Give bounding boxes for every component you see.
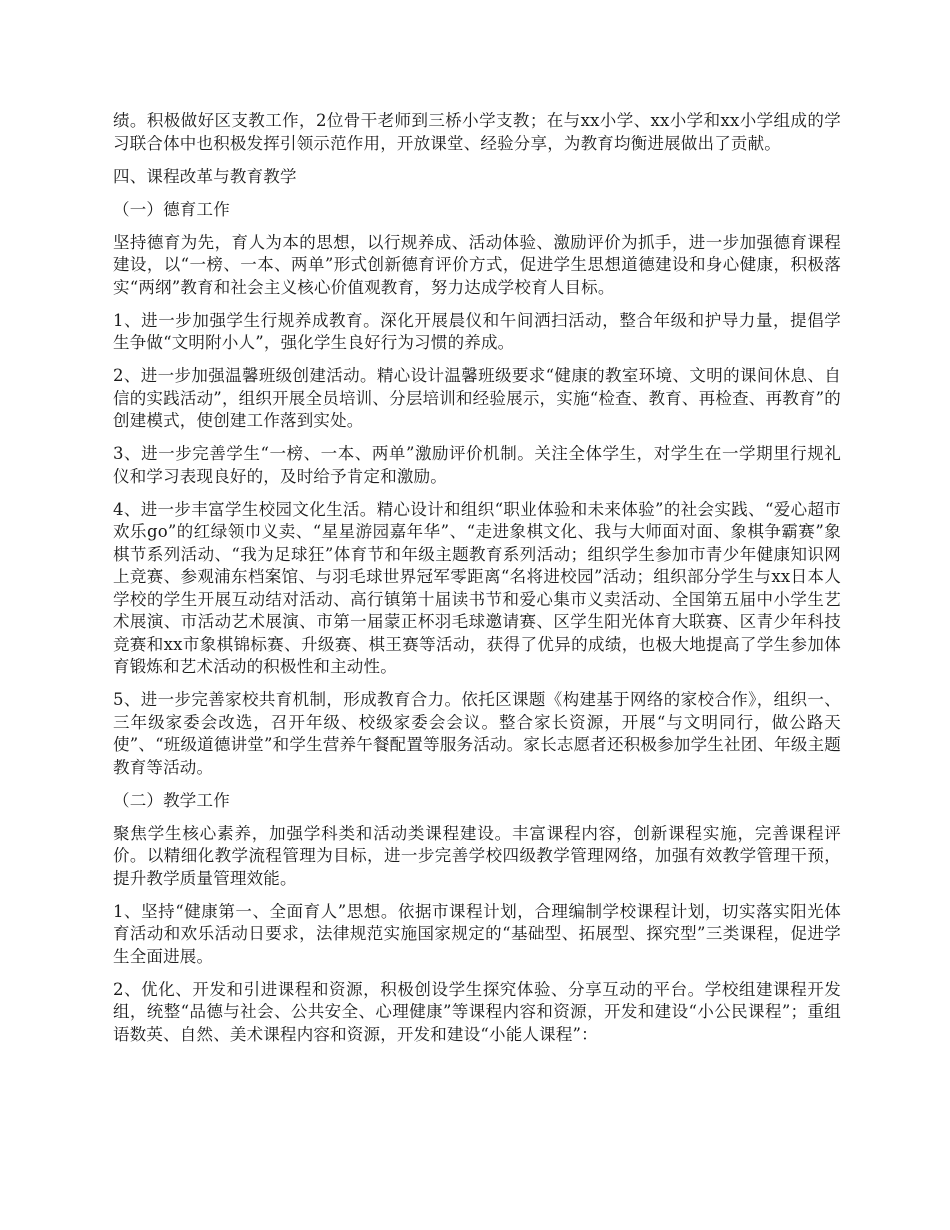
paragraph-item-3: 3、进一步完善学生“一榜、一本、两单”激励评价机制。关注全体学生，对学生在一学期里行规礼仪和学习表现良好的，及时给予肯定和激励。 [113, 444, 841, 486]
paragraph-teaching-intro: 聚焦学生核心素养，加强学科类和活动类课程建设。丰富课程内容，创新课程实施，完善课程评价。以精细化教学流程管理为目标，进一步完善学校四级教学管理网络，加强有效教学管理干预，提升教学质量管理效能。 [113, 823, 841, 888]
section-heading-curriculum: 四、课程改革与教育教学 [113, 166, 297, 186]
subsection-heading-moral: （一）德育工作 [113, 199, 230, 219]
paragraph-moral-intro: 坚持德育为先，育人为本的思想，以行规养成、活动体验、激励评价为抓手，进一步加强德育课程建设，以“一榜、一本、两单”形式创新德育评价方式，促进学生思想道德建设和身心健康，积极落实“两纲”教育和社会主义核心价值观教育，努力达成学校育人目标。 [113, 232, 841, 297]
subsection-heading-teaching: （二）教学工作 [113, 790, 230, 810]
paragraph-teaching-item-2: 2、优化、开发和引进课程和资源，积极创设学生探究体验、分享互动的平台。学校组建课程开发组，统整“品德与社会、公共安全、心理健康”等课程内容和资源，开发和建设“小公民课程”；重组语数英、自然、美术课程内容和资源，开发和建设“小能人课程”： [113, 979, 841, 1044]
paragraph-item-1: 1、进一步加强学生行规养成教育。深化开展晨仪和午间洒扫活动，整合年级和护导力量，提倡学生争做“文明附小人”，强化学生良好行为习惯的养成。 [113, 310, 841, 352]
paragraph-teaching-item-1: 1、坚持“健康第一、全面育人”思想。依据市课程计划，合理编制学校课程计划，切实落实阳光体育活动和欢乐活动日要求，法律规范实施国家规定的“基础型、拓展型、探究型”三类课程，促进学生全面进展。 [113, 901, 841, 966]
paragraph-item-4: 4、进一步丰富学生校园文化生活。精心设计和组织“职业体验和未来体验”的社会实践、“爱心超市欢乐go”的红绿领巾义卖、“星星游园嘉年华”、“走进象棋文化、我与大师面对面、象棋争霸赛”象棋节系列活动、“我为足球狂”体育节和年级主题教育系列活动；组织学生参加市青少年健康知识网上竞赛、参观浦东档案馆、与羽毛球世界冠军零距离“名将进校园”活动；组织部分学生与xx日本人学校的学生开展互动结对活动、高行镇第十届读书节和爱心集市义卖活动、全国第五届中小学生艺术展演、市活动艺术展演、市第一届蒙正杯羽毛球邀请赛、区学生阳光体育大联赛、区青少年科技竞赛和xx市象棋锦标赛、升级赛、棋王赛等活动，获得了优异的成绩，也极大地提高了学生参加体育锻炼和艺术活动的积极性和主动性。 [113, 499, 841, 676]
paragraph-item-2: 2、进一步加强温馨班级创建活动。精心设计温馨班级要求“健康的教室环境、文明的课间休息、自信的实践活动”，组织开展全员培训、分层培训和经验展示，实施“检查、教育、再检查、再教育”的创建模式，使创建工作落到实处。 [113, 366, 841, 430]
document-body [113, 110, 841, 1057]
paragraph-continuation: 绩。积极做好区支教工作，2位骨干老师到三桥小学支教；在与xx小学、xx小学和xx小学组成的学习联合体中也积极发挥引领示范作用，开放课堂、经验分享，为教育均衡进展做出了贡献。 [113, 111, 841, 153]
paragraph-item-5: 5、进一步完善家校共育机制，形成教育合力。依托区课题《构建基于网络的家校合作》，组织一、三年级家委会改选，召开年级、校级家委会会议。整合家长资源，开展“与文明同行，做公路天使”、“班级道德讲堂”和学生营养午餐配置等服务活动。家长志愿者还积极参加学生社团、年级主题教育等活动。 [113, 690, 841, 777]
